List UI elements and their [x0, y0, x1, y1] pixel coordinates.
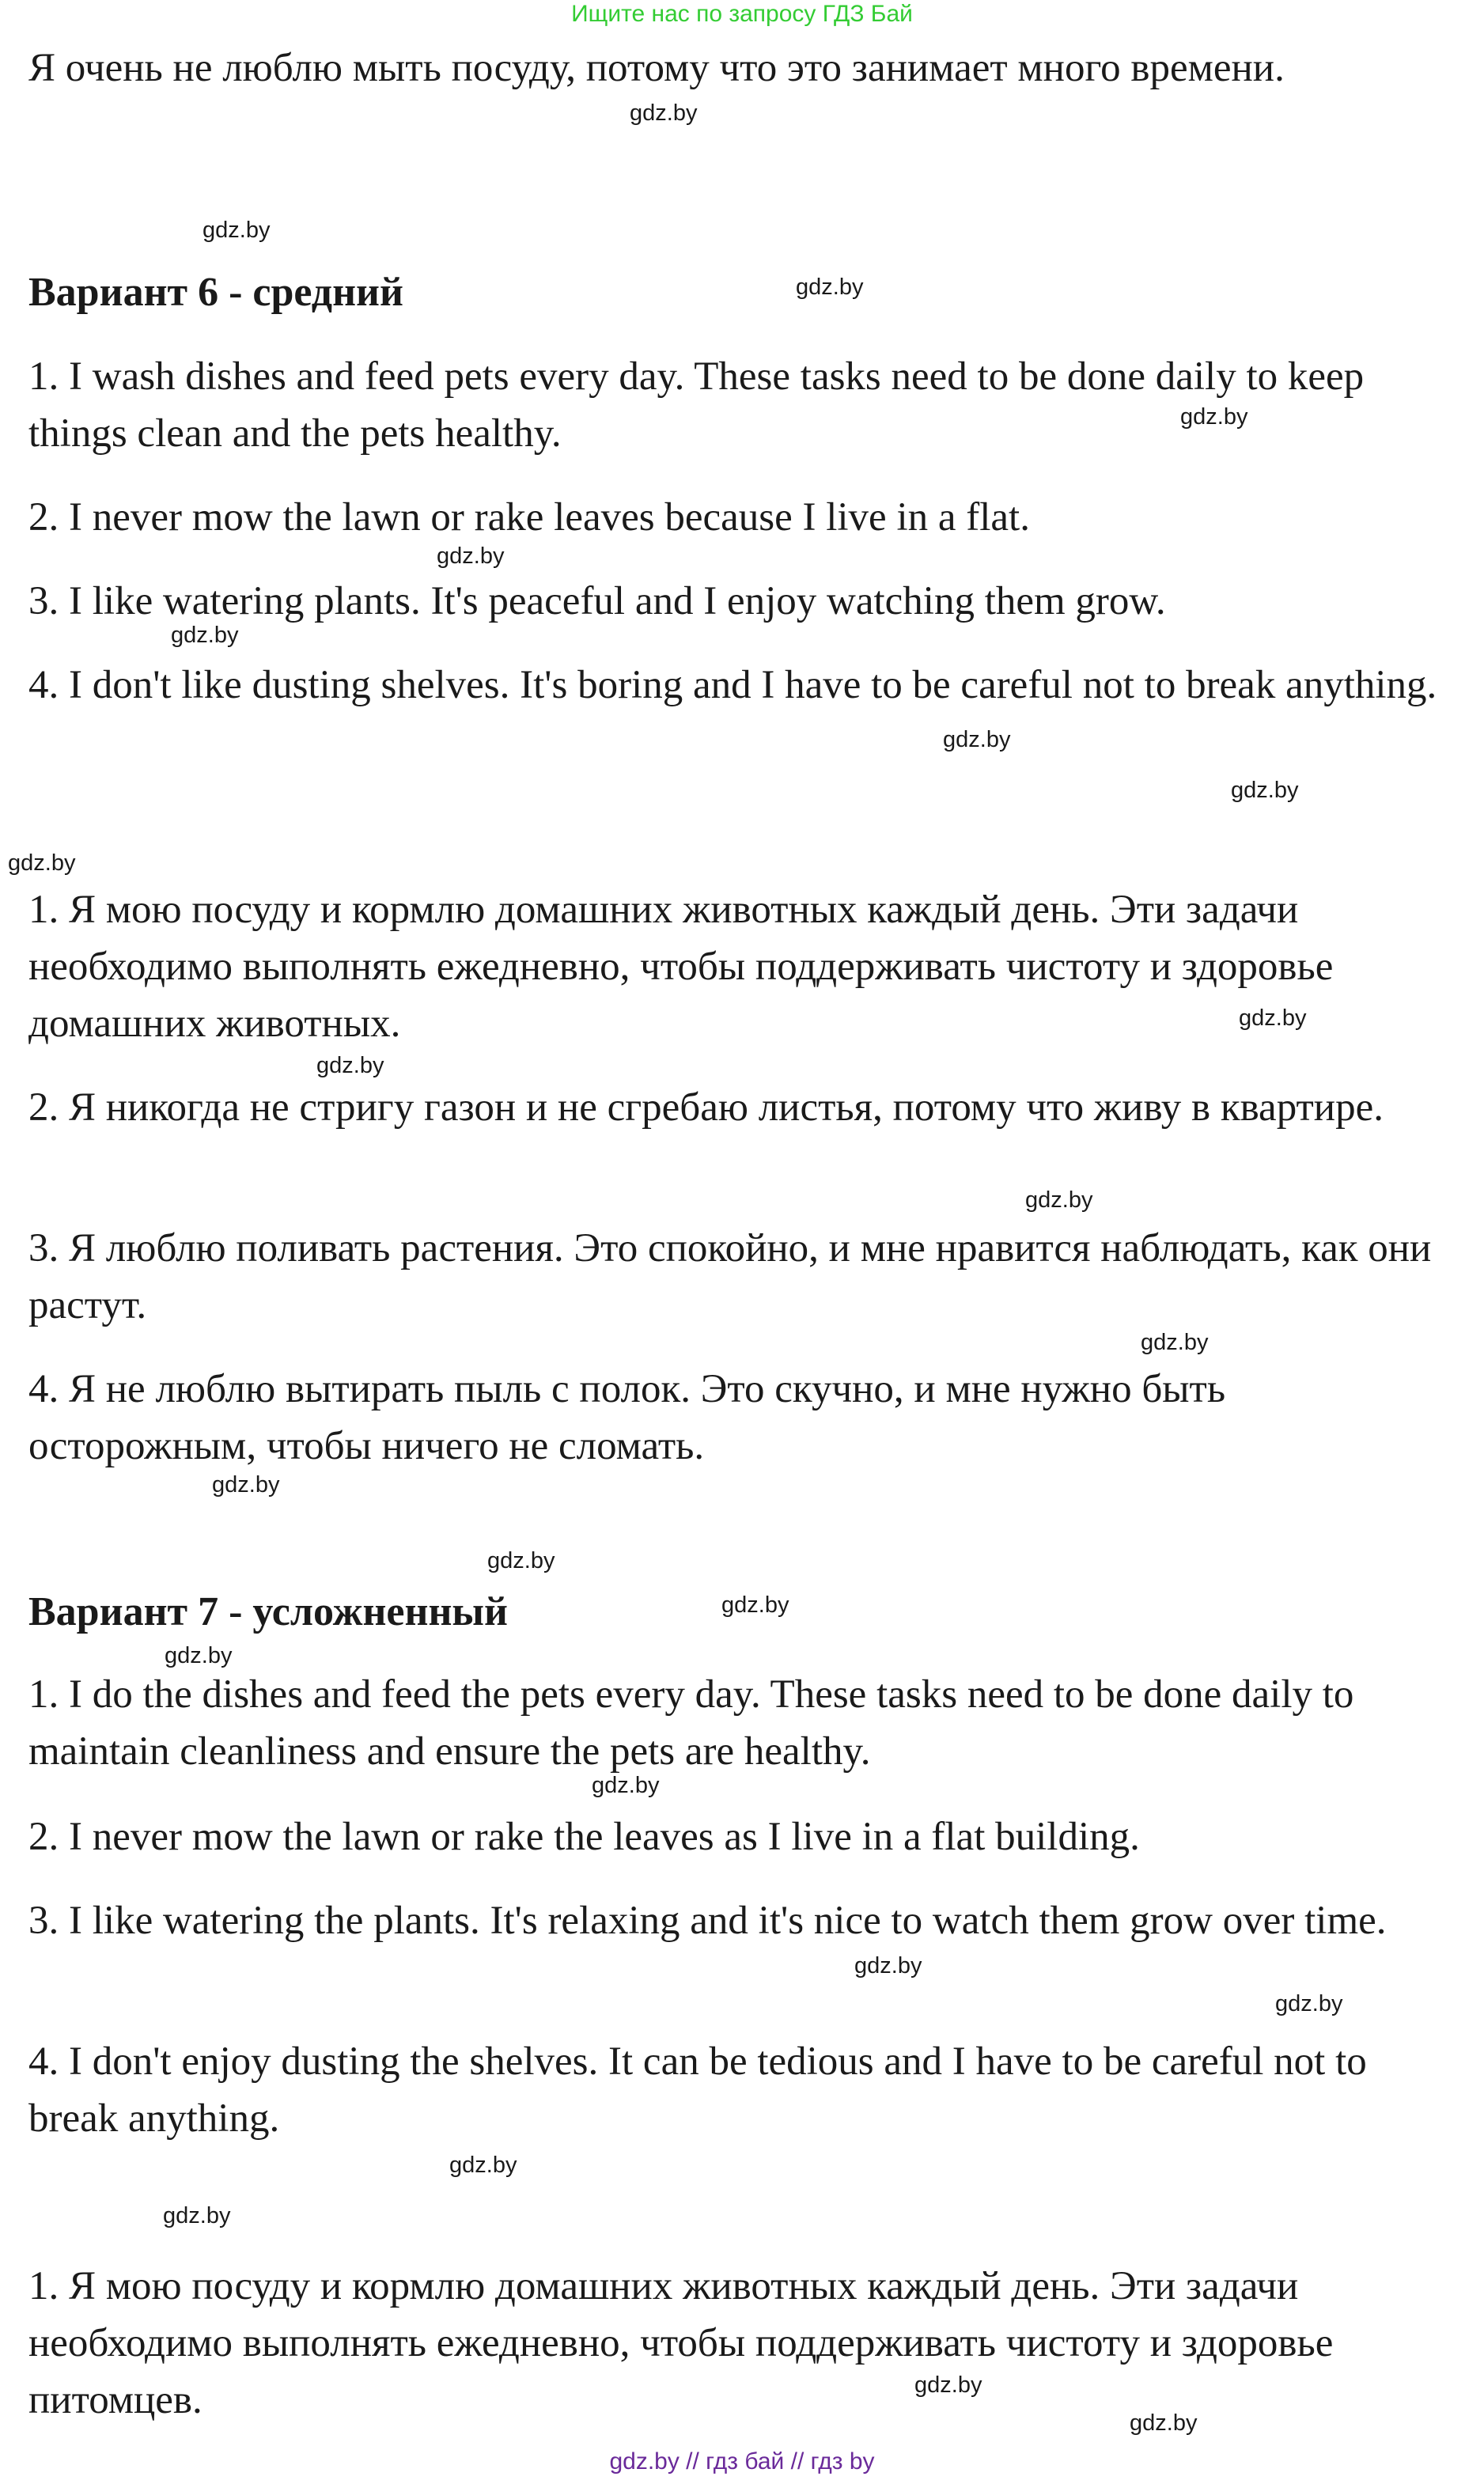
watermark: gdz.by — [8, 850, 76, 876]
v6-ru-item-2: 2. Я никогда не стригу газон и не сгребаю листья, потому что живу в квартире. — [28, 1085, 1384, 1130]
watermark: gdz.by — [630, 100, 698, 126]
intro-paragraph: Я очень не люблю мыть посуду, потому что это занимает много времени. — [28, 46, 1285, 90]
watermark: gdz.by — [1275, 1991, 1343, 2016]
v6-en-item-4: 4. I don't like dusting shelves. It's boring and I have to be careful not to break anything. — [28, 663, 1437, 707]
v6-en-item-1: 1. I wash dishes and feed pets every day. These tasks need to be done daily to keep things clean and the pets healthy. — [28, 354, 1365, 456]
v6-ru-item-4: 4. Я не люблю вытирать пыль с полок. Это скучно, и мне нужно быть осторожным, чтобы ничего не сломать. — [28, 1367, 1226, 1468]
watermark: gdz.by — [796, 275, 864, 300]
watermark: gdz.by — [1130, 2410, 1198, 2436]
top-banner[interactable]: Ищите нас по запросу ГДЗ Бай — [571, 1, 913, 27]
variant6-heading: Вариант 6 - средний — [28, 270, 403, 315]
watermark: gdz.by — [1239, 1005, 1307, 1031]
watermark: gdz.by — [1180, 404, 1248, 430]
watermark: gdz.by — [1231, 778, 1299, 803]
watermark: gdz.by — [487, 1548, 555, 1573]
watermark: gdz.by — [1141, 1330, 1209, 1355]
v6-en-item-2: 2. I never mow the lawn or rake leaves because I live in a flat. — [28, 495, 1030, 540]
v7-ru-item-1: 1. Я мою посуду и кормлю домашних животных каждый день. Эти задачи необходимо выполнять ежедневно, чтобы поддерживать чистоту и здоровье питомцев. — [28, 2264, 1334, 2422]
watermark: gdz.by — [914, 2372, 982, 2398]
v7-en-item-4: 4. I don't enjoy dusting the shelves. It can be tedious and I have to be careful not to break anything. — [28, 2039, 1367, 2141]
watermark: gdz.by — [449, 2153, 517, 2178]
watermark: gdz.by — [171, 623, 239, 648]
watermark: gdz.by — [1025, 1187, 1093, 1213]
watermark: gdz.by — [721, 1592, 789, 1618]
watermark: gdz.by — [316, 1053, 384, 1078]
variant7-heading: Вариант 7 - усложненный — [28, 1589, 508, 1634]
v6-ru-item-3: 3. Я люблю поливать растения. Это спокойно, и мне нравится наблюдать, как они растут. — [28, 1226, 1432, 1327]
v6-ru-item-1: 1. Я мою посуду и кормлю домашних животных каждый день. Эти задачи необходимо выполнять ежедневно, чтобы поддерживать чистоту и здоровье домашних животных. — [28, 888, 1334, 1046]
v7-en-item-2: 2. I never mow the lawn or rake the leaves as I live in a flat building. — [28, 1815, 1140, 1859]
watermark: gdz.by — [943, 727, 1011, 752]
watermark: gdz.by — [437, 543, 505, 569]
watermark: gdz.by — [203, 218, 271, 243]
watermark: gdz.by — [592, 1773, 660, 1798]
v6-en-item-3: 3. I like watering plants. It's peaceful and I enjoy watching them grow. — [28, 579, 1166, 623]
v7-en-item-3: 3. I like watering the plants. It's relaxing and it's nice to watch them grow over time. — [28, 1899, 1387, 1943]
watermark: gdz.by — [212, 1472, 280, 1498]
watermark: gdz.by — [163, 2203, 231, 2228]
watermark: gdz.by — [165, 1643, 233, 1668]
footer-links[interactable]: gdz.by // гдз бай // гдз by — [609, 2448, 875, 2475]
v7-en-item-1: 1. I do the dishes and feed the pets every day. These tasks need to be done daily to maintain cleanliness and ensure the pets are healthy. — [28, 1672, 1354, 1774]
watermark: gdz.by — [854, 1953, 922, 1978]
